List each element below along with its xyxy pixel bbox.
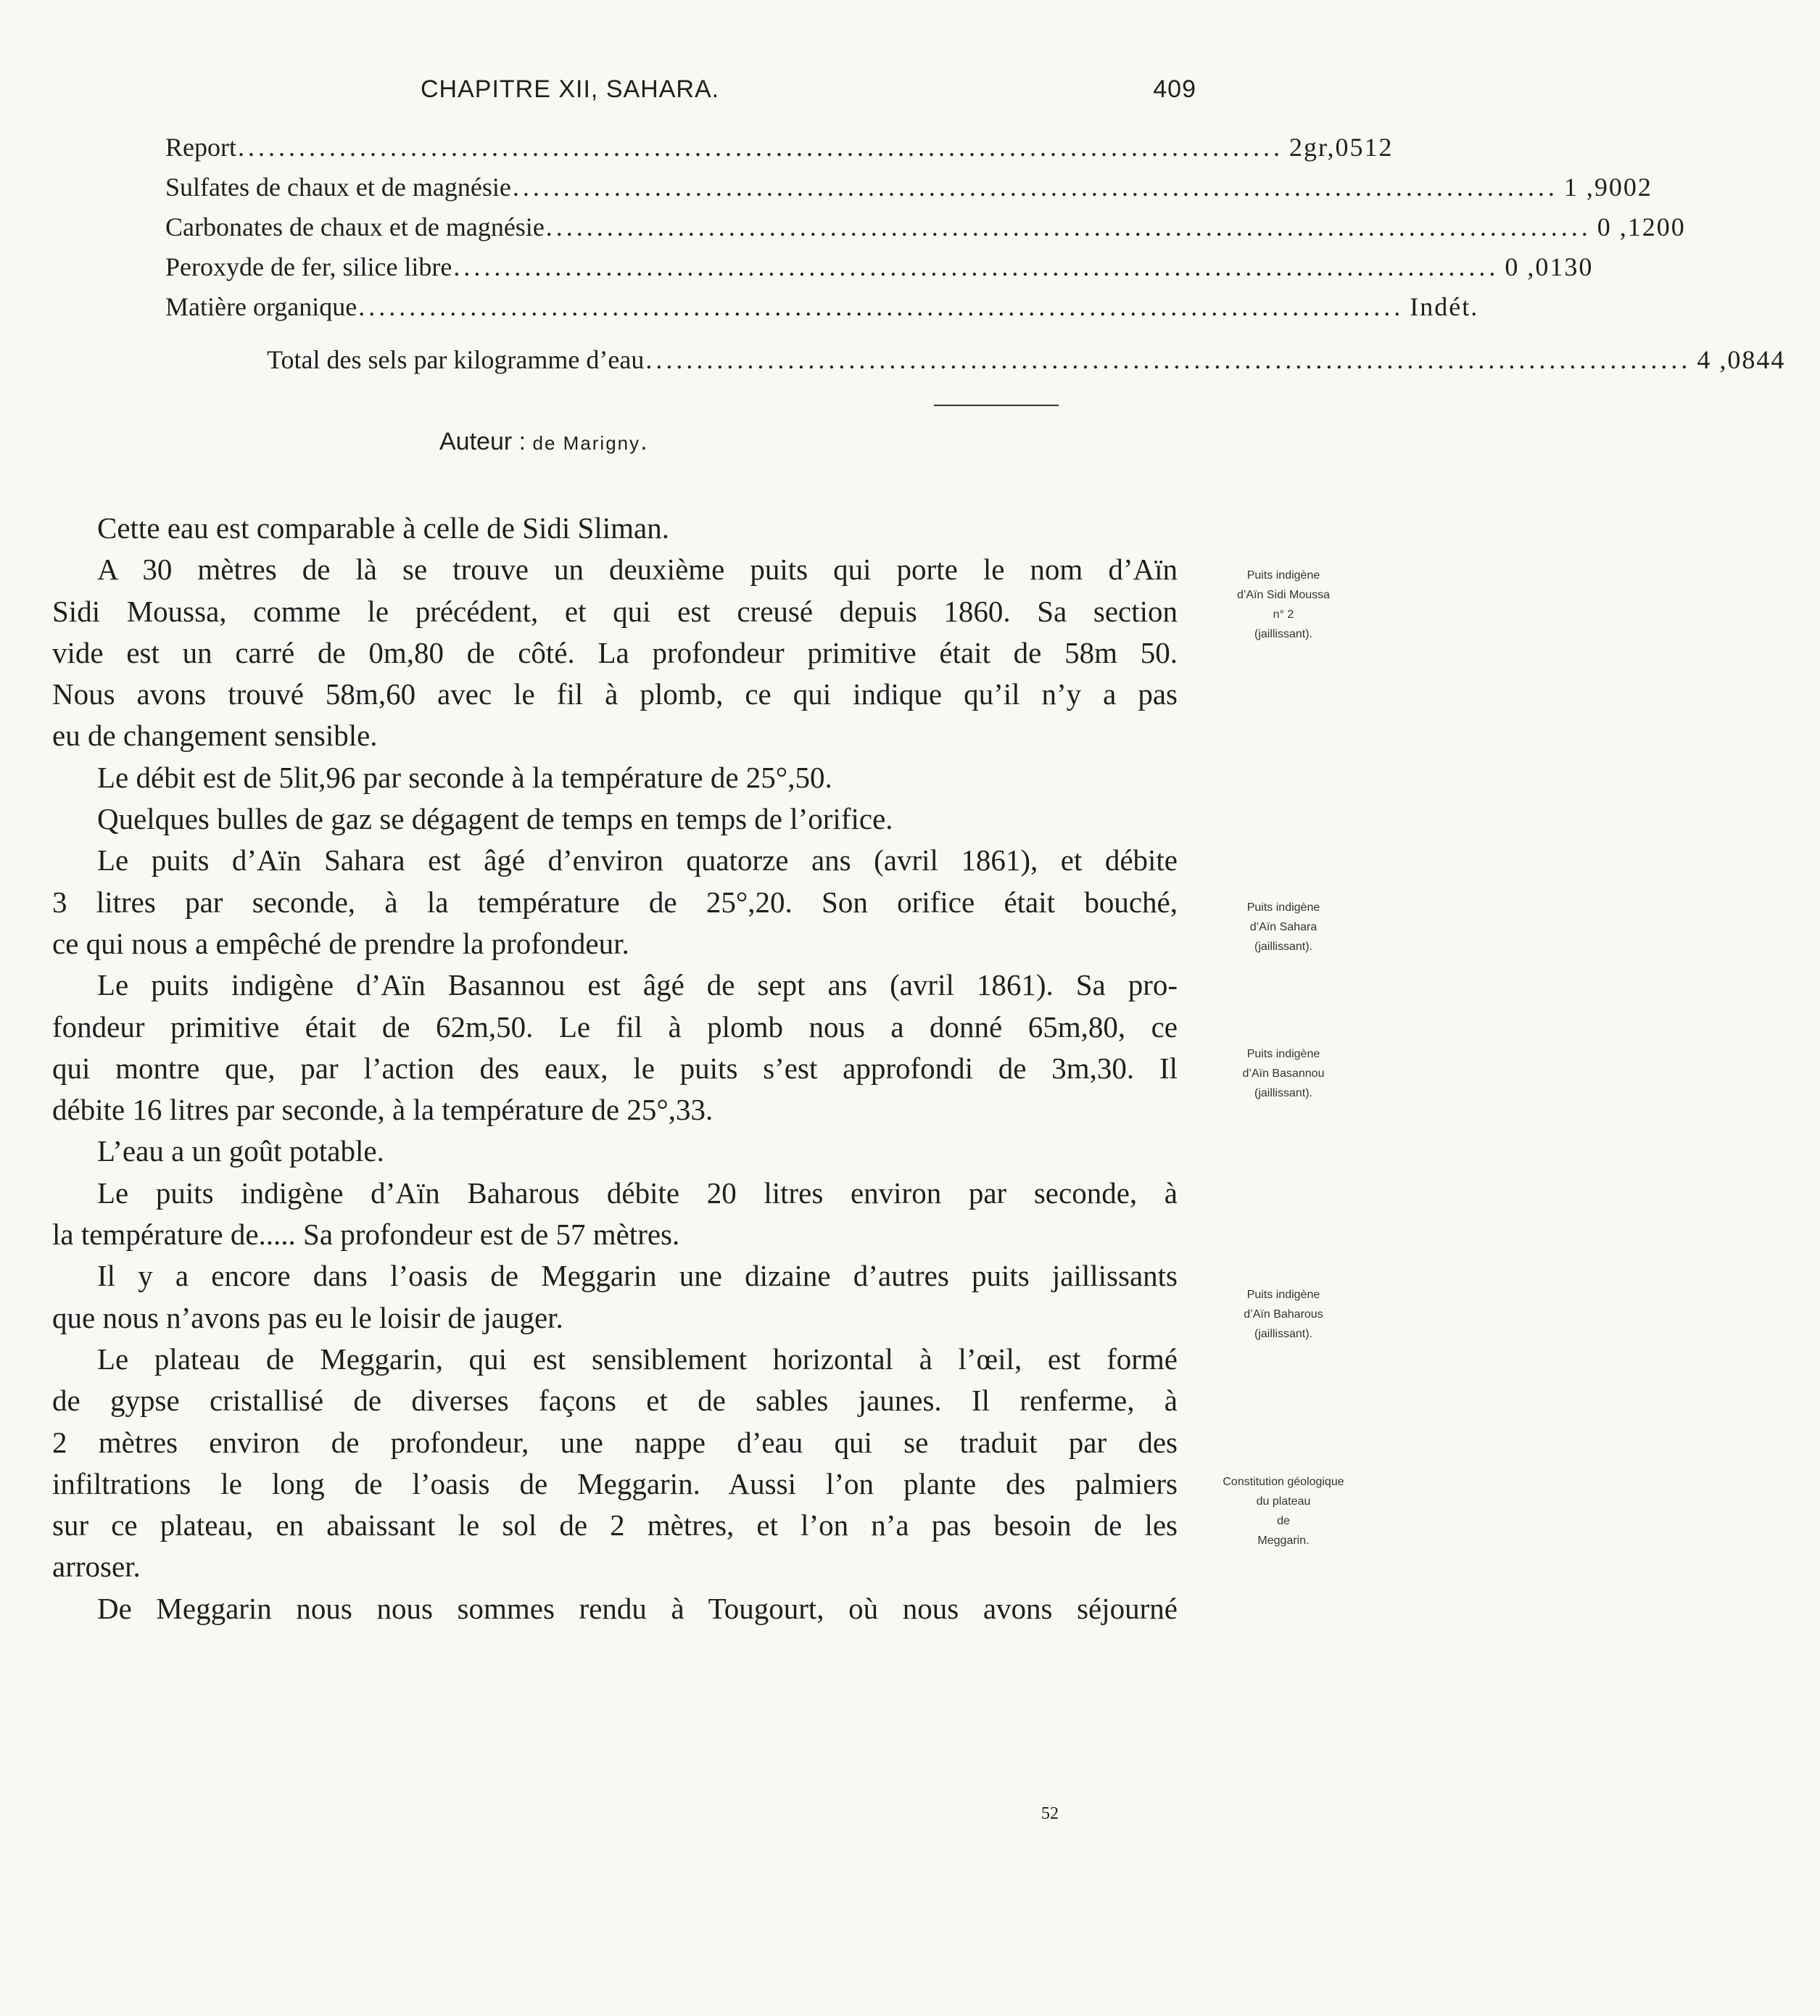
note-line: (jaillissant). (1254, 941, 1312, 953)
table-row (165, 132, 1394, 172)
note-line: d’Aïn Baharous (1244, 1308, 1323, 1321)
note-line: de (1277, 1515, 1290, 1527)
text-line: fondeur primitive était de 62m,50. Le fil à plomb nous a donné 65m,80, ce (52, 1009, 1178, 1044)
row-label: Report (165, 133, 236, 162)
text-line: Cette eau est comparable à celle de Sidi Sliman. (97, 511, 669, 545)
total-value: 4 ,0844 (1697, 345, 1786, 374)
text-line: A 30 mètres de là se trouve un deuxième puits qui porte le nom d’Aïn (97, 553, 1178, 587)
text-line: arroser. (52, 1550, 141, 1584)
text-line: Le puits d’Aïn Sahara est âgé d’environ quatorze ans (avril 1861), et débite (97, 843, 1178, 877)
table-total-row (165, 344, 1786, 384)
text-line: eu de changement sensible. (52, 719, 378, 753)
author-prefix: Auteur : (439, 428, 533, 455)
total-label: Total des sels par kilogramme d’eau (267, 345, 645, 374)
text-line: 3 litres par seconde, à la température de 25°,20. Son orifice était bouché, (52, 885, 1178, 919)
note-line: Puits indigène (1246, 1048, 1320, 1060)
note-line: du plateau (1256, 1495, 1311, 1508)
table-row (165, 172, 1653, 212)
text-line: Il y a encore dans l’oasis de Meggarin une dizaine d’autres puits jaillissants (97, 1259, 1178, 1293)
text-line: Sidi Moussa, comme le précédent, et qui est creusé depuis 1860. Sa section (52, 594, 1178, 628)
row-label: Matière organique (165, 292, 357, 321)
row-value: 0 ,0130 (1505, 252, 1594, 281)
row-value: 2gr,0512 (1289, 133, 1394, 162)
row-value: 0 ,1200 (1597, 212, 1686, 241)
row-value: 1 ,9002 (1563, 173, 1653, 202)
text-line: qui montre que, par l’action des eaux, le puits s’est approfondi de 3m,30. Il (52, 1051, 1178, 1085)
text-line: Le puits indigène d’Aïn Basannou est âgé de sept ans (avril 1861). Sa pro- (97, 968, 1178, 1002)
note-line: n° 2 (1273, 608, 1294, 621)
row-value: Indét. (1410, 292, 1479, 321)
note-line: d’Aïn Sidi Moussa (1236, 589, 1331, 601)
note-line: Meggarin. (1257, 1534, 1310, 1547)
note-line: Constitution géologique (1223, 1476, 1344, 1488)
row-label: Carbonates de chaux et de magnésie (165, 212, 545, 241)
analysis-table (165, 132, 1786, 384)
text-line: la température de..... Sa profondeur est de 57 mètres. (52, 1218, 680, 1252)
note-line: Puits indigène (1246, 1289, 1320, 1301)
author-credit (439, 428, 648, 456)
text-line: ce qui nous a empêché de prendre la profondeur. (52, 926, 629, 960)
table-row (165, 292, 1479, 331)
text-line: vide est un carré de 0m,80 de côté. La profondeur primitive était de 58m 50. (52, 635, 1178, 669)
body-text (52, 508, 1178, 1629)
margin-note-basannou (1196, 1044, 1370, 1103)
page-number: 409 (1153, 75, 1196, 103)
text-line: Le plateau de Meggarin, qui est sensiblement horizontal à l’œil, est formé (97, 1342, 1178, 1376)
text-line: 2 mètres environ de profondeur, une nappe d’eau qui se traduit par des (52, 1425, 1178, 1459)
note-line: Puits indigène (1246, 901, 1320, 914)
note-line: d’Aïn Sahara (1249, 921, 1318, 933)
dot-leader: ....................................................................................................... (512, 173, 1558, 202)
margin-note-sidi-moussa (1196, 566, 1370, 644)
margin-note-baharous (1196, 1285, 1370, 1344)
text-line: Nous avons trouvé 58m,60 avec le fil à plomb, ce qui indique qu’il n’y a pas (52, 677, 1178, 711)
text-line: sur ce plateau, en abaissant le sol de 2 mètres, et l’on n’a pas besoin de les (52, 1508, 1178, 1542)
margin-note-geologie (1196, 1472, 1370, 1550)
dot-leader: ....................................................................................................... (453, 252, 1500, 281)
dot-leader: ....................................................................................................... (645, 345, 1692, 374)
dot-leader: ....................................................................................................... (358, 292, 1405, 321)
text-line: débite 16 litres par seconde, à la température de 25°,33. (52, 1093, 713, 1127)
dot-leader: ....................................................................................................... (237, 133, 1283, 162)
note-line: (jaillissant). (1254, 628, 1312, 640)
note-line: (jaillissant). (1254, 1328, 1312, 1340)
printer-signature: 52 (1041, 1804, 1059, 1823)
row-label: Peroxyde de fer, silice libre (165, 252, 452, 281)
row-label: Sulfates de chaux et de magnésie (165, 173, 511, 202)
dot-leader: ....................................................................................................... (545, 212, 1592, 241)
text-line: Le débit est de 5lit,96 par seconde à la température de 25°,50. (97, 760, 832, 794)
total-underline (934, 405, 1059, 406)
text-line: Quelques bulles de gaz se dégagent de temps en temps de l’orifice. (97, 802, 893, 836)
text-line: que nous n’avons pas eu le loisir de jauger. (52, 1300, 563, 1334)
running-header (421, 75, 1196, 112)
text-line: De Meggarin nous nous sommes rendu à Tougourt, où nous avons séjourné (97, 1591, 1178, 1625)
margin-note-ain-sahara (1196, 898, 1370, 957)
chapter-title: CHAPITRE XII, SAHARA. (421, 75, 720, 103)
table-row (165, 252, 1594, 292)
text-line: infiltrations le long de l’oasis de Meggarin. Aussi l’on plante des palmiers (52, 1466, 1178, 1500)
author-name: de Marigny (532, 432, 641, 454)
author-suffix: . (640, 428, 648, 455)
note-line: (jaillissant). (1254, 1087, 1312, 1099)
text-line: L’eau a un goût potable. (97, 1134, 384, 1168)
table-row (165, 212, 1686, 252)
text-line: de gypse cristallisé de diverses façons et de sables jaunes. Il renferme, à (52, 1384, 1178, 1418)
text-line: Le puits indigène d’Aïn Baharous débite 20 litres environ par seconde, à (97, 1176, 1178, 1210)
note-line: Puits indigène (1246, 569, 1320, 582)
note-line: d’Aïn Basannou (1242, 1067, 1325, 1080)
